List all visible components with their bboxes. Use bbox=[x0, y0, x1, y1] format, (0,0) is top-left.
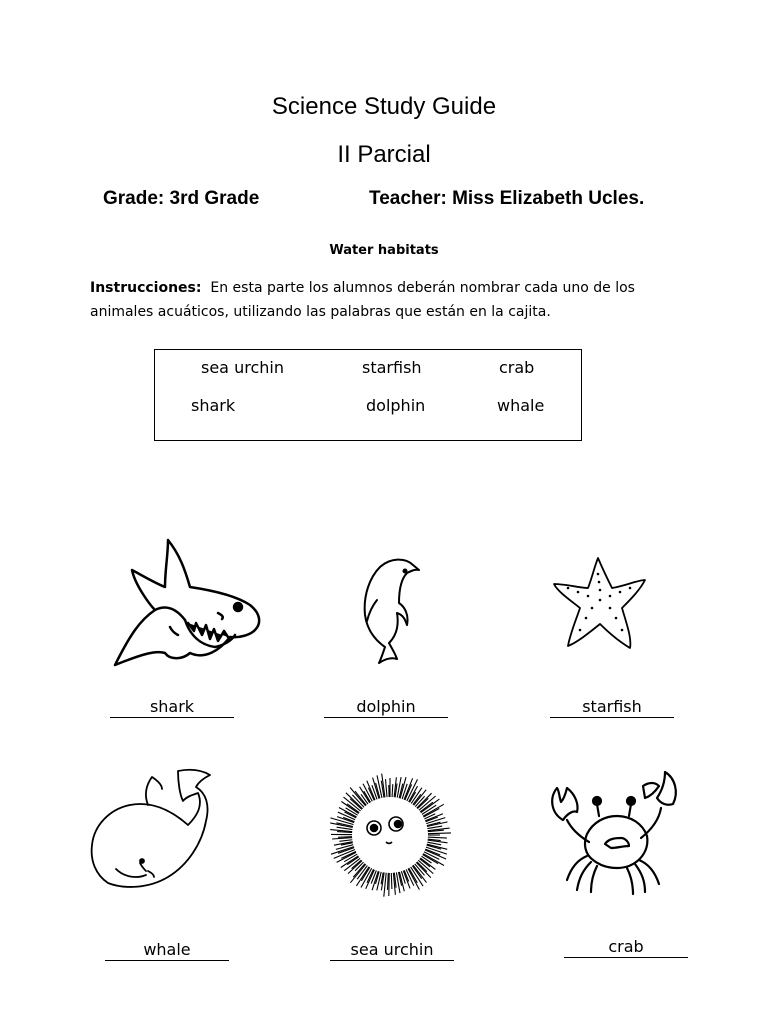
urchin-spike bbox=[425, 837, 447, 838]
dolphin-drawing bbox=[355, 555, 425, 665]
urchin-spike bbox=[332, 838, 353, 839]
urchin-spike bbox=[421, 852, 445, 865]
urchin-spike bbox=[389, 869, 390, 896]
urchin-spike bbox=[386, 779, 388, 798]
answer-starfish: starfish bbox=[550, 698, 674, 718]
crab-drawing bbox=[547, 768, 687, 898]
word-bank-item: whale bbox=[497, 396, 545, 415]
urchin-spike bbox=[428, 833, 451, 834]
answer-crab: crab bbox=[564, 938, 688, 958]
answer-shark: shark bbox=[110, 698, 234, 718]
instructions bbox=[90, 276, 690, 324]
word-bank-item: starfish bbox=[362, 358, 422, 377]
sea-urchin-drawing bbox=[326, 770, 454, 900]
whale-drawing bbox=[88, 765, 216, 893]
starfish-drawing bbox=[550, 550, 650, 655]
answer-dolphin: dolphin bbox=[324, 698, 448, 718]
page-title: Science Study Guide bbox=[271, 93, 497, 120]
word-bank-item: sea urchin bbox=[201, 358, 284, 377]
shark-drawing bbox=[110, 535, 270, 675]
urchin-spike bbox=[391, 873, 392, 889]
answer-sea-urchin: sea urchin bbox=[330, 941, 454, 961]
section-title: Water habitats bbox=[329, 243, 439, 258]
word-bank-item: shark bbox=[191, 396, 236, 415]
urchin-spike bbox=[339, 840, 354, 842]
urchin-spike bbox=[338, 837, 352, 838]
teacher-label: Teacher: Miss Elizabeth Ucles. bbox=[369, 188, 645, 209]
word-bank-item: dolphin bbox=[366, 396, 426, 415]
page-subtitle: II Parcial bbox=[337, 141, 431, 168]
word-bank-item: crab bbox=[499, 358, 535, 377]
grade-label: Grade: 3rd Grade bbox=[103, 188, 260, 209]
urchin-spike bbox=[388, 870, 389, 890]
instructions-text: En esta parte los alumnos deberán nombrar cada uno de los animales acuáticos, utilizando las palabras que están en la cajita. bbox=[90, 280, 635, 320]
instructions-label: Instrucciones: bbox=[90, 280, 202, 296]
answer-whale: whale bbox=[105, 941, 229, 961]
